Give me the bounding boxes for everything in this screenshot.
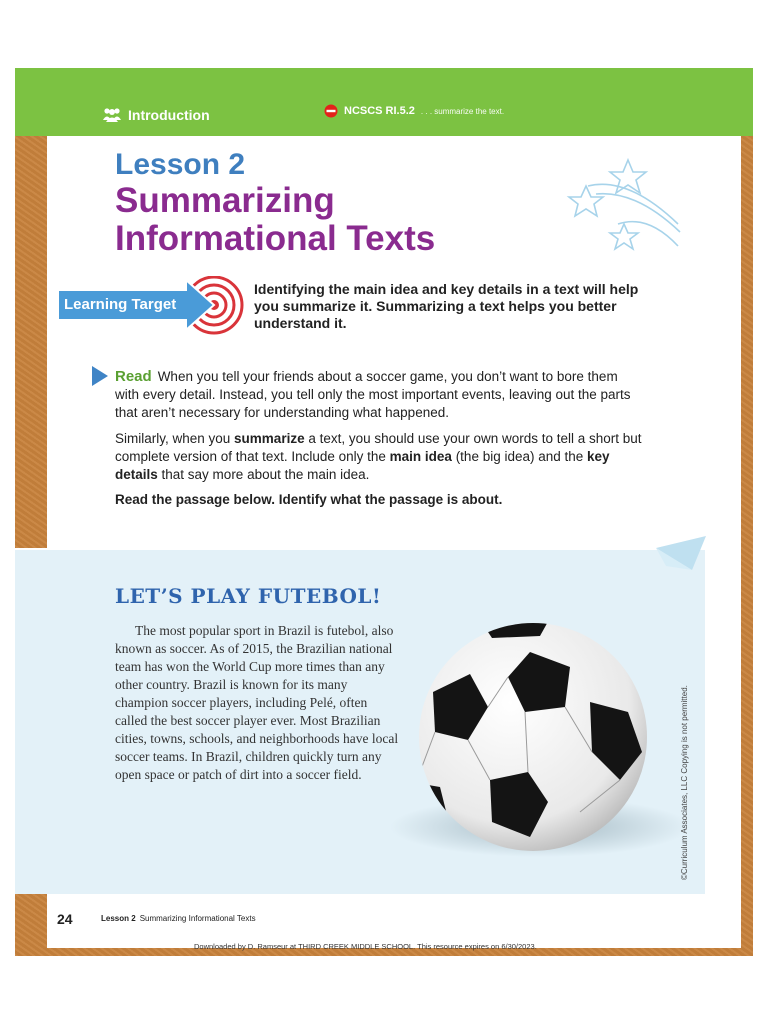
para2-text-g: that say more about the main idea. [157,467,370,482]
read-paragraph-1-text: When you tell your friends about a soccer game, you don’t want to bore them with every detail. Instead, you tell only the most important events, leaving out the parts that aren’t necessary for understanding what happened. [115,369,631,420]
read-paragraph-2 [115,430,645,484]
header-bar [15,68,753,136]
footer-lesson-title: Summarizing Informational Texts [139,914,256,923]
read-label: Read [115,368,152,385]
term-main-idea: main idea [389,449,452,464]
learning-target-text: Identifying the main idea and key details in a text will help you summarize it. Summarizing a text helps you better understand it. [254,281,639,331]
no-sign-icon [324,104,338,118]
soccer-ball-icon [380,612,700,862]
section-label-text: Introduction [128,107,210,123]
para2-text-c: a text, you should use your own words to tell a short but complete version of that text. Include only the [115,431,642,464]
section-label [102,107,210,123]
people-icon [102,107,122,123]
download-notice: Downloaded by D. Ramseur at THIRD CREEK MIDDLE SCHOOL. This resource expires on 6/30/2023. [194,942,537,951]
standard-reference [324,104,504,118]
copyright-notice: ©Curriculum Associates, LLC Copying is not permitted. [680,685,689,880]
term-summarize: summarize [234,431,305,446]
passage-title: LET’S PLAY FUTEBOL! [115,584,382,608]
passage-body: The most popular sport in Brazil is futebol, also known as soccer. As of 2015, the Brazilian national team has won the World Cup more times than any other country. Brazil is known for its many champion soccer players, including Pelé, often called the best soccer player ever. Most Brazilian cities, towns, schools, and neighborhoods have local soccer teams. In Brazil, children quickly turn any open space or patch of dirt into a soccer field. [115,623,399,782]
lesson-number: Lesson 2 [115,148,246,181]
para2-text-e: (the big idea) and the [451,449,588,464]
page-number: 24 [57,911,73,927]
stars-icon [566,156,686,261]
lesson-title: Summarizing Informational Texts [115,181,436,258]
term-key-details: key details [115,449,610,482]
footer-lesson [101,914,256,923]
learning-target-banner [56,276,246,338]
para2-text-a: Similarly, when you [115,431,235,446]
standard-description: . . . summarize the text. [420,106,505,116]
standard-code: NCSCS RI.5.2 [344,105,415,117]
page-fold-corner [656,536,706,570]
read-paragraph-1 [115,368,645,422]
footer-lesson-label: Lesson 2 [101,914,136,923]
learning-target-label: Learning Target [64,296,177,313]
read-instruction: Read the passage below. Identify what the passage is about. [115,492,503,507]
triangle-arrow-icon [92,366,108,386]
